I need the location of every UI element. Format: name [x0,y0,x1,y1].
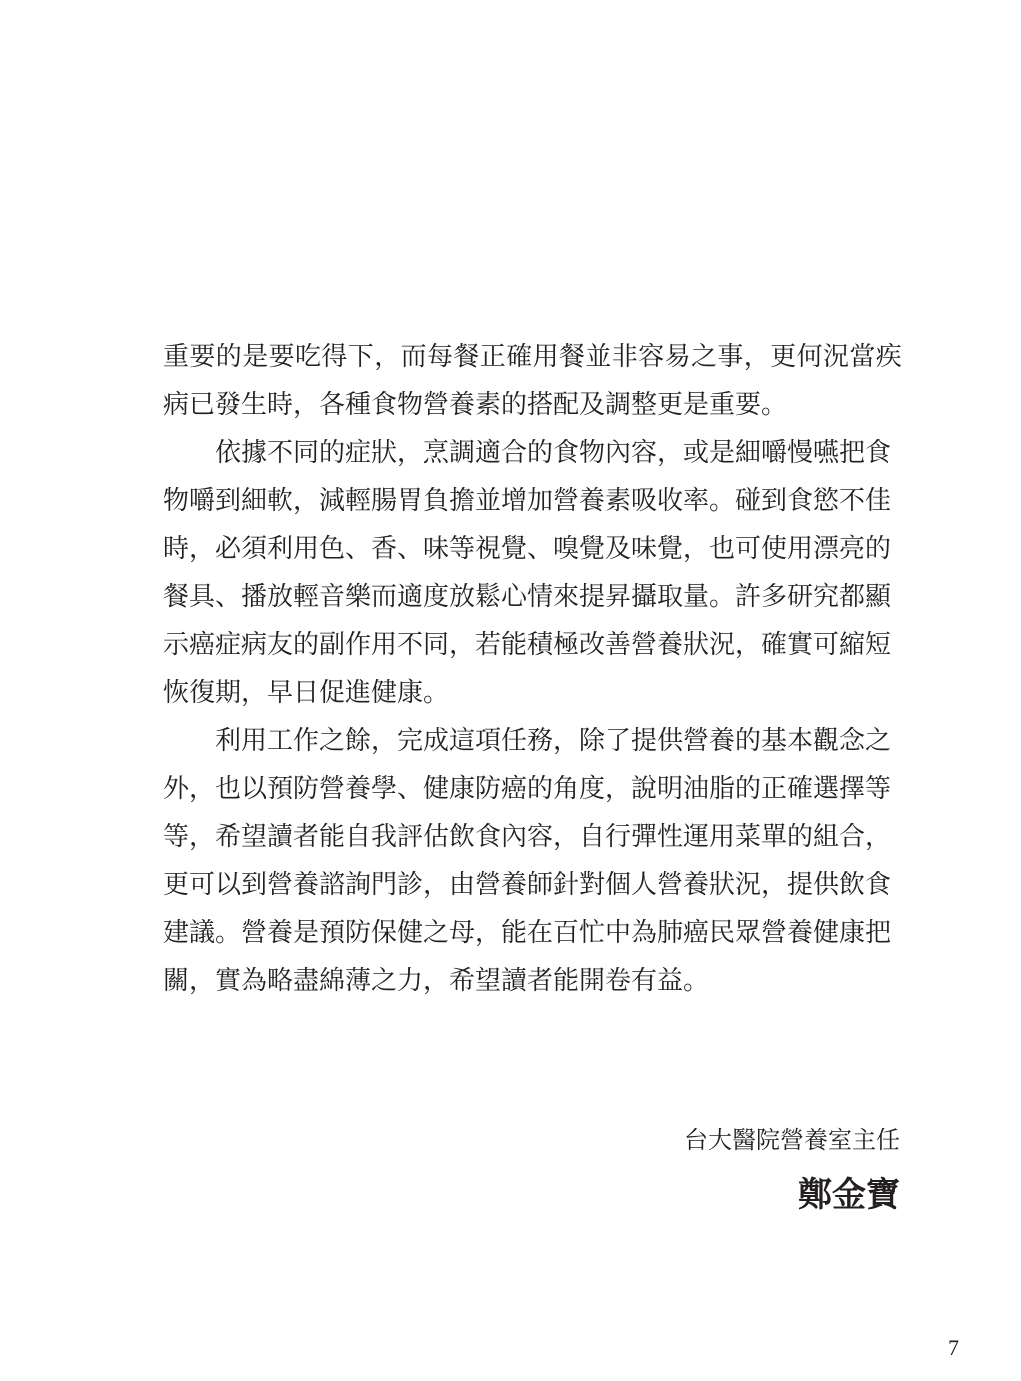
text-line: 利用工作之餘，完成這項任務，除了提供營養的基本觀念之 [215,726,892,756]
text-line: 病已發生時，各種食物營養素的搭配及調整更是重要。 [163,390,788,420]
text-line: 關，實為略盡綿薄之力，希望讀者能開卷有益。 [163,966,710,996]
text-line: 更可以到營養諮詢門診，由營養師針對個人營養狀況，提供飲食 [163,870,892,900]
signature-block [684,1120,900,1222]
text-line: 依據不同的症狀，烹調適合的食物內容，或是細嚼慢嚥把食 [215,438,892,468]
signature-title: 台大醫院營養室主任 [684,1126,900,1154]
text-line: 示癌症病友的副作用不同，若能積極改善營養狀況，確實可縮短 [163,630,892,660]
text-line: 外，也以預防營養學、健康防癌的角度，說明油脂的正確選擇等 [163,774,892,804]
text-line: 時，必須利用色、香、味等視覺、嗅覺及味覺，也可使用漂亮的 [163,534,892,564]
paragraph-1 [163,333,908,429]
text-line: 等，希望讀者能自我評估飲食內容，自行彈性運用菜單的組合， [163,822,892,852]
text-line: 建議。營養是預防保健之母，能在百忙中為肺癌民眾營養健康把 [163,918,892,948]
text-line: 恢復期，早日促進健康。 [163,678,450,708]
page-number: 7 [948,1335,959,1360]
paragraph-3 [163,717,908,1005]
text-line: 物嚼到細軟，減輕腸胃負擔並增加營養素吸收率。碰到食慾不佳 [163,486,892,516]
body-text [163,333,908,1005]
text-line: 餐具、播放輕音樂而適度放鬆心情來提昇攝取量。許多研究都顯 [163,582,892,612]
signature-name: 鄭金寶 [798,1175,900,1215]
paragraph-2 [163,429,908,717]
text-line: 重要的是要吃得下，而每餐正確用餐並非容易之事，更何況當疾 [163,342,903,372]
